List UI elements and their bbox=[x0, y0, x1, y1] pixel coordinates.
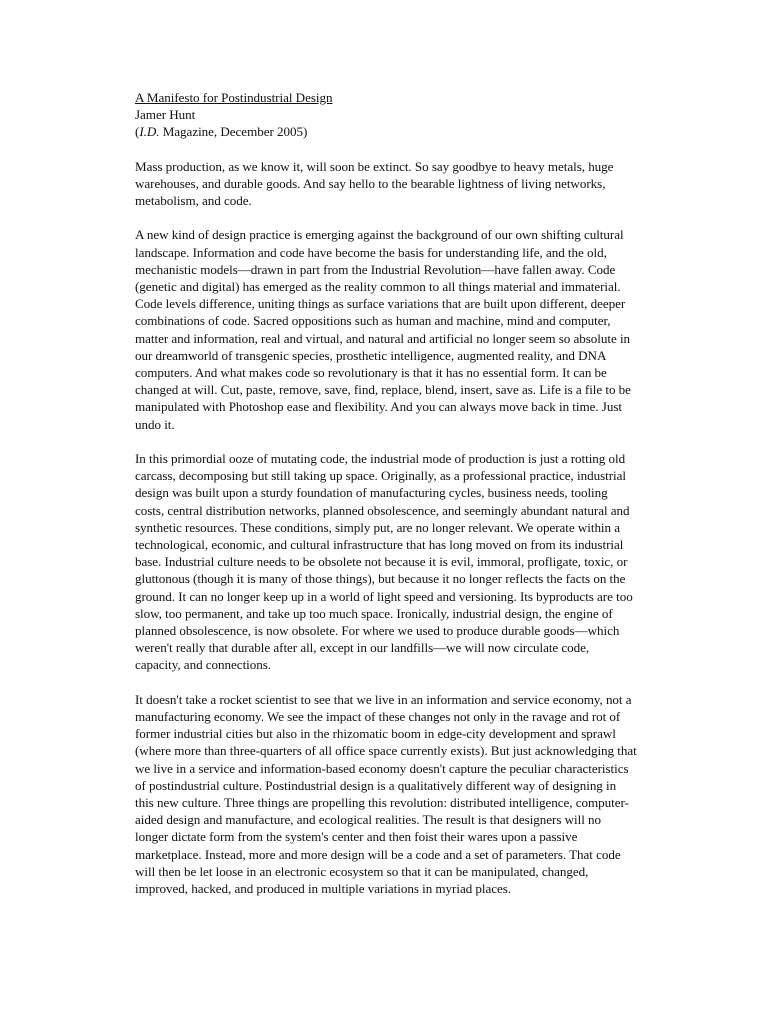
paragraph-code-design-practice: A new kind of design practice is emerging against the background of our own shifting cultural landscape. Information and code have become the basis for understanding life, and the old, mechanistic models—drawn in part from the Industrial Revolution—have fallen away. Code (genetic and digital) has emerged as the reality common to all things material and immaterial. Code levels difference, uniting things as surface variations that are built upon different, deeper combinations of code. Sacred oppositions such as human and machine, mind and computer, matter and information, real and virtual, and natural and artificial no longer seem so absolute in our dreamworld of transgenic species, prosthetic intelligence, augmented reality, and DNA computers. And what makes code so revolutionary is that it has no essential form. It can be changed at will. Cut, paste, remove, save, find, replace, blend, insert, save as. Life is a file to be manipulated with Photoshop ease and flexibility. And you can always move back in time. Just undo it. bbox=[135, 227, 631, 432]
document-author: Jamer Hunt bbox=[135, 107, 196, 123]
document-title: A Manifesto for Postindustrial Design bbox=[135, 90, 333, 105]
document-header bbox=[135, 89, 637, 141]
source-date: Magazine, December 2005) bbox=[159, 124, 308, 140]
paragraph-intro: Mass production, as we know it, will soon be extinct. So say goodbye to heavy metals, huge warehouses, and durable goods. And say hello to the bearable lightness of living networks, metabolism, and code. bbox=[135, 158, 614, 209]
paragraph-industrial-obsolescence: In this primordial ooze of mutating code, the industrial mode of production is just a rotting old carcass, decomposing but still taking up space. Originally, as a professional practice, industrial design was built upon a sturdy foundation of manufacturing cycles, business needs, tooling costs, central distribution networks, planned obsolescence, and seemingly abundant natural and synthetic resources. These conditions, simply put, are no longer relevant. We operate within a technological, economic, and cultural infrastructure that has long moved on from its industrial base. Industrial culture needs to be obsolete not because it is evil, immoral, profligate, toxic, or gluttonous (though it is many of those things), but because it no longer reflects the facts on the ground. It can no longer keep up in a world of light speed and versioning. Its byproducts are too slow, too permanent, and take up too much space. Ironically, industrial design, the engine of planned obsolescence, is now obsolete. For where we used to produce durable goods—which weren't really that durable after all, except in our landfills—we will now circulate code, capacity, and connections. bbox=[135, 451, 633, 673]
source-open-paren: ( bbox=[135, 124, 140, 140]
document-source bbox=[135, 123, 637, 140]
paragraph-service-economy: It doesn't take a rocket scientist to see that we live in an information and service economy, not a manufacturing economy. We see the impact of these changes not only in the ravage and rot of former industrial cities but also in the rhizomatic boom in edge-city development and sprawl (where more than three-quarters of all office space currently exists). But just acknowledging that we live in a service and information-based economy doesn't capture the peculiar characteristics of postindustrial culture. Postindustrial design is a qualitatively different way of designing in this new culture. Three things are propelling this revolution: distributed intelligence, computer-aided design and manufacture, and ecological realities. The result is that designers will no longer dictate form from the system's center and then foist their wares upon a passive marketplace. Instead, more and more design will be a code and a set of parameters. That code will then be let loose in an electronic ecosystem so that it can be manipulated, changed, improved, hacked, and produced in multiple variations in myriad places. bbox=[135, 691, 637, 897]
document-page bbox=[135, 89, 637, 914]
source-magazine-name: I.D. bbox=[139, 124, 160, 140]
